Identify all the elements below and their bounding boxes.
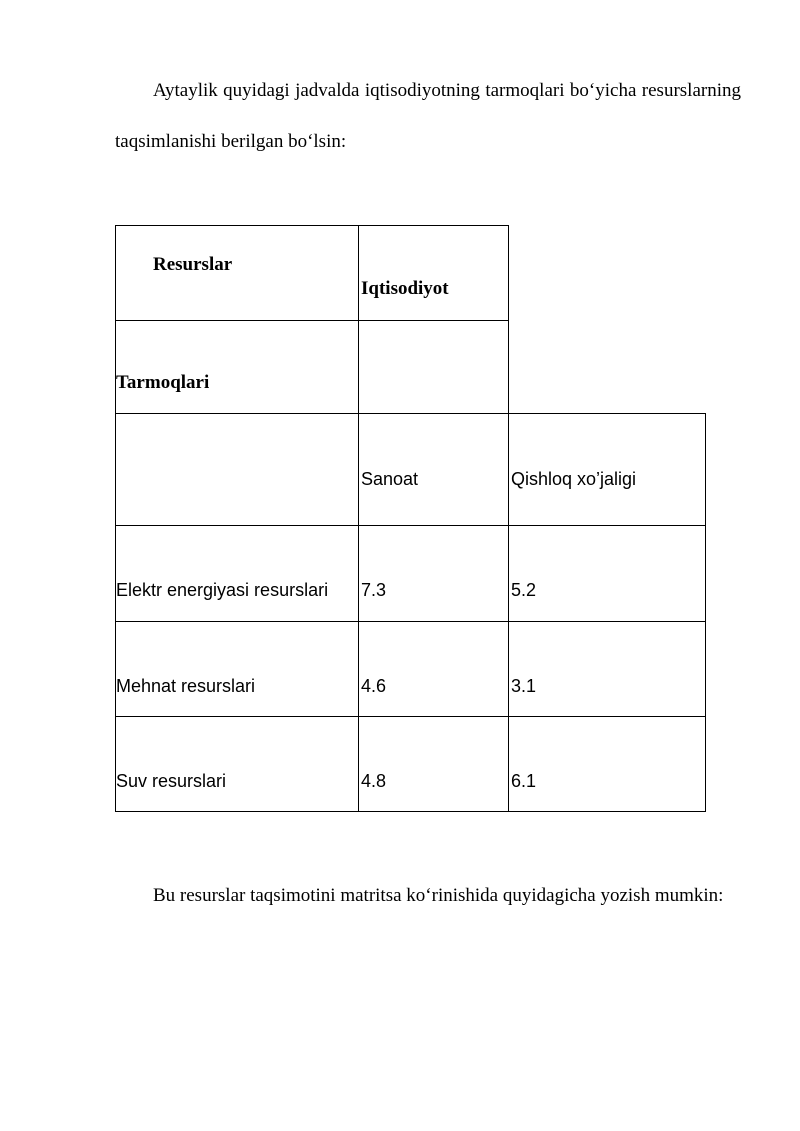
intro-paragraph: Aytaylik quyidagi jadvalda iqtisodiyotning tarmoqlari bo‘yicha resurslarning taqsimlanishi berilgan bo‘lsin: bbox=[115, 80, 741, 152]
table-border bbox=[705, 413, 706, 812]
column-header-sanoat: Sanoat bbox=[361, 469, 419, 489]
table-border bbox=[115, 413, 116, 812]
cell-value: 5.2 bbox=[511, 580, 537, 600]
row-label: Elektr energiyasi resurslari bbox=[116, 580, 329, 600]
table-border bbox=[115, 621, 706, 622]
table-border bbox=[358, 225, 359, 413]
table-border bbox=[115, 225, 508, 226]
outro-paragraph: Bu resurslar taqsimotini matritsa ko‘rinishida quyidagicha yozish mumkin: bbox=[153, 885, 724, 906]
table-border bbox=[358, 413, 359, 812]
header-resources-label: Resurslar bbox=[153, 254, 233, 275]
header-sectors-label: Tarmoqlari bbox=[116, 372, 210, 393]
column-header-qishloq: Qishloq xo’jaligi bbox=[511, 469, 637, 489]
table-border bbox=[508, 225, 509, 413]
table-border bbox=[115, 525, 706, 526]
cell-value: 4.6 bbox=[361, 676, 387, 696]
table-border bbox=[115, 811, 706, 812]
cell-value: 4.8 bbox=[361, 771, 387, 791]
cell-value: 6.1 bbox=[511, 771, 537, 791]
cell-value: 3.1 bbox=[511, 676, 537, 696]
row-label: Suv resurslari bbox=[116, 771, 227, 791]
table-border bbox=[115, 716, 706, 717]
header-economy-label: Iqtisodiyot bbox=[361, 278, 449, 299]
cell-value: 7.3 bbox=[361, 580, 387, 600]
table-border bbox=[115, 320, 508, 321]
row-label: Mehnat resurslari bbox=[116, 676, 256, 696]
table-border bbox=[115, 413, 706, 414]
table-border bbox=[508, 413, 509, 812]
